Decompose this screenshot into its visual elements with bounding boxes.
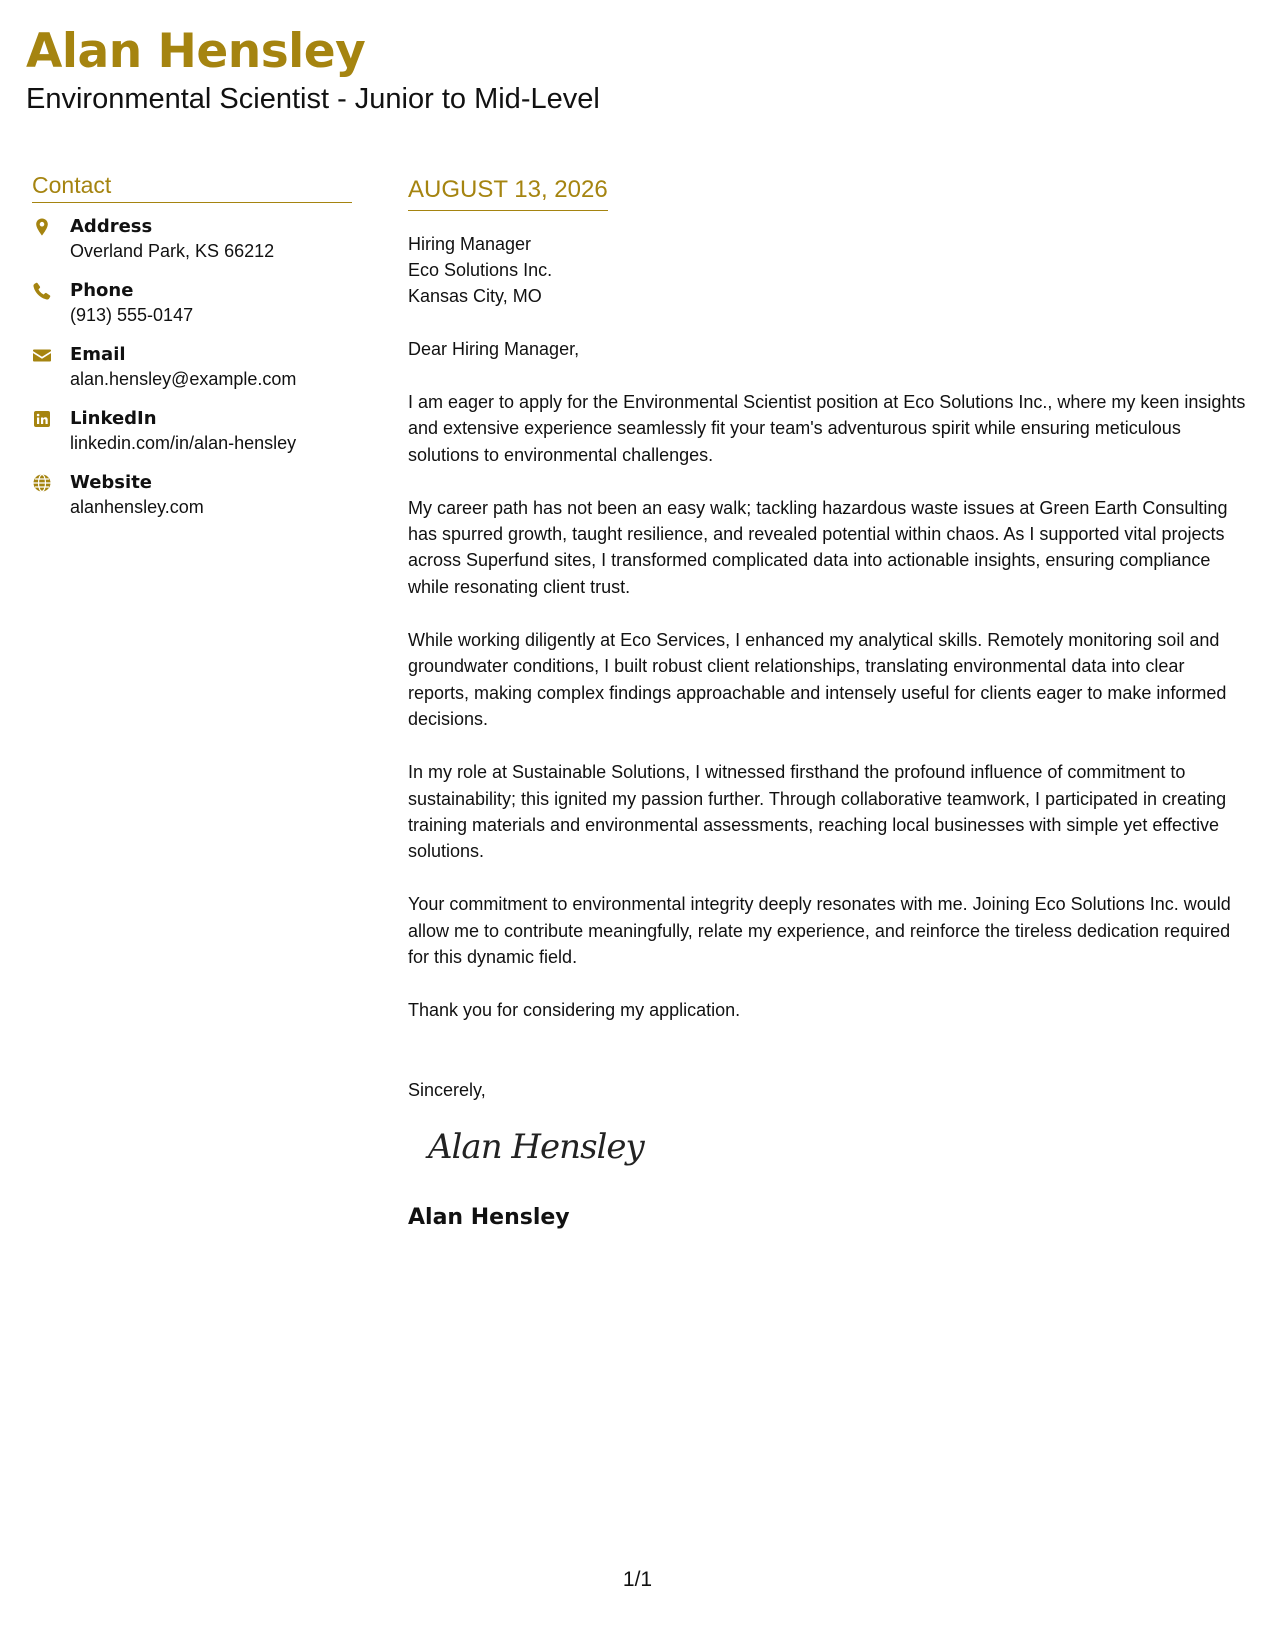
contact-sidebar — [32, 172, 352, 535]
globe-icon — [32, 471, 70, 493]
letter-date: AUGUST 13, 2026 — [408, 176, 608, 211]
contact-linkedin — [32, 407, 352, 456]
map-pin-icon — [32, 215, 70, 237]
handwritten-signature: Alan Hensley — [428, 1126, 644, 1167]
body-paragraph: I am eager to apply for the Environmental Scientist position at Eco Solutions Inc., where my keen insights and extensive experience seamlessly fit your team's adventurous spirit while ensuring meticulous solutions to environmental challenges. — [408, 392, 1246, 465]
recipient-block — [408, 231, 1248, 309]
linkedin-icon — [32, 407, 70, 429]
recipient-name: Hiring Manager — [408, 234, 532, 254]
body-paragraph: My career path has not been an easy walk; tackling hazardous waste issues at Green Earth Consulting has spurred growth, taught resilience, and revealed potential within chaos. As I supported vital projects across Superfund sites, I transformed complicated data into actionable insights, ensuring compliance while resonating client trust. — [408, 497, 1228, 597]
letter-body — [408, 176, 1248, 1230]
linkedin-value: linkedin.com/in/alan-hensley — [70, 433, 297, 453]
contact-section-title: Contact — [32, 172, 352, 203]
website-value: alanhensley.com — [70, 497, 204, 517]
contact-phone — [32, 279, 352, 328]
applicant-title: Environmental Scientist - Junior to Mid-Level — [26, 83, 600, 115]
body-paragraph: In my role at Sustainable Solutions, I witnessed firsthand the profound influence of commitment to sustainability; this ignited my passion further. Through collaborative teamwork, I participated in creating training materials and environmental assessments, reaching local businesses with simple yet effective solutions. — [408, 762, 1227, 862]
email-label: Email — [70, 344, 126, 365]
salutation: Dear Hiring Manager, — [408, 339, 580, 359]
linkedin-label: LinkedIn — [70, 408, 157, 429]
phone-icon — [32, 279, 70, 301]
recipient-location: Kansas City, MO — [408, 286, 542, 306]
phone-value: (913) 555-0147 — [70, 305, 194, 325]
letter-header — [26, 22, 600, 116]
address-value: Overland Park, KS 66212 — [70, 241, 275, 261]
signer-name: Alan Hensley — [408, 1204, 570, 1230]
body-paragraph: While working diligently at Eco Services, I enhanced my analytical skills. Remotely monitoring soil and groundwater conditions, I built robust client relationships, translating environmental data into clear reports, making complex findings approachable and intensely useful for clients eager to make informed decisions. — [408, 630, 1227, 729]
contact-email — [32, 343, 352, 392]
applicant-name: Alan Hensley — [26, 24, 366, 79]
contact-website — [32, 471, 352, 520]
address-label: Address — [70, 216, 153, 237]
website-label: Website — [70, 472, 153, 493]
closing: Sincerely, — [408, 1079, 486, 1100]
phone-label: Phone — [70, 280, 134, 301]
envelope-icon — [32, 343, 70, 365]
page-number: 1/1 — [622, 1568, 653, 1591]
body-paragraph: Your commitment to environmental integrity deeply resonates with me. Joining Eco Solutions Inc. would allow me to contribute meaningfully, relate my experience, and reinforce the tireless dedication required for this dynamic field. — [408, 894, 1231, 968]
body-paragraph: Thank you for considering my application. — [408, 1000, 741, 1021]
contact-address — [32, 215, 352, 264]
email-value: alan.hensley@example.com — [70, 369, 297, 389]
recipient-company: Eco Solutions Inc. — [408, 260, 553, 280]
